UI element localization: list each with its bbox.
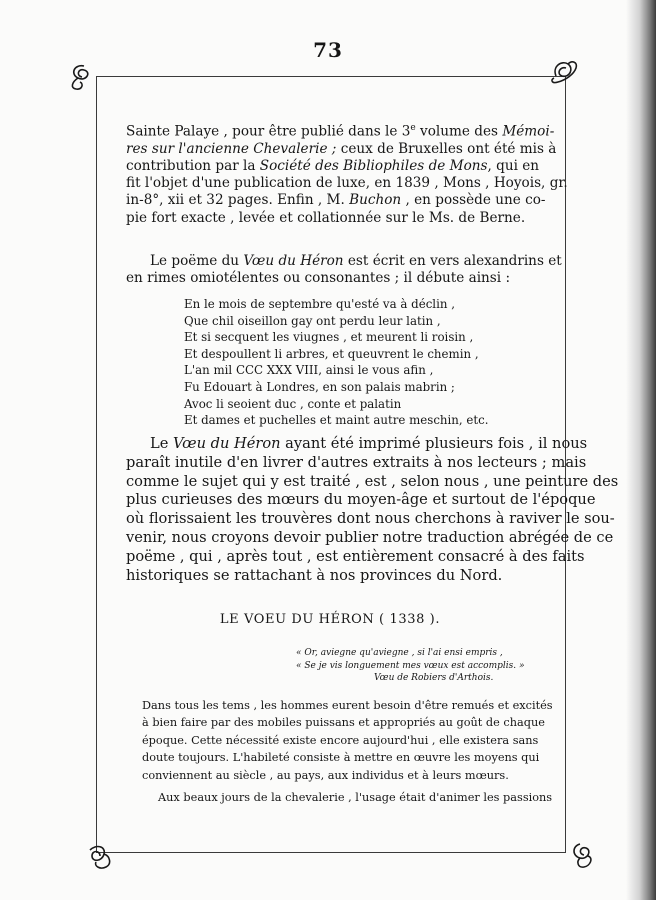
text-line: venir, nous croyons devoir publier notre traduction abrégée de ce bbox=[126, 528, 614, 546]
verse-quotation bbox=[184, 296, 504, 429]
text-line: Sainte Palaye , pour être publié dans le 3e volume des Mémoi- bbox=[126, 123, 555, 140]
text-line: in-8°, xii et 32 pages. Enfin , M. Buchon , en possède une co- bbox=[126, 192, 546, 209]
paragraph-voeu-du-heron bbox=[126, 435, 619, 585]
text-line: fit l'objet d'une publication de luxe, en 1839 , Mons , Hoyois, gr. bbox=[126, 175, 568, 192]
verse-line: Et dames et puchelles et maint autre meschin, etc. bbox=[184, 413, 489, 428]
text-line: en rimes omiotélentes ou consonantes ; il débute ainsi : bbox=[126, 270, 511, 287]
verse-line: Avoc li seoient duc , conte et palatin bbox=[184, 396, 402, 411]
epigraph-author: Vœu de Robiers d'Arthois. bbox=[374, 673, 494, 683]
text-line: poëme , qui , après tout , est entièrement consacré à des faits bbox=[126, 547, 585, 565]
verse-line: Et si secquent les viugnes , et meurent li roisin , bbox=[184, 330, 474, 345]
text-line: comme le sujet qui y est traité , est , selon nous , une peinture des bbox=[126, 472, 619, 490]
epigraph bbox=[296, 647, 526, 685]
text-line: où florissaient les trouvères dont nous cherchons à raviver le sou- bbox=[126, 510, 615, 528]
text-line: contribution par la Société des Bibliophiles de Mons, qui en bbox=[126, 157, 540, 174]
paragraph-sainte-palaye bbox=[126, 120, 568, 227]
corner-flourish-icon bbox=[66, 62, 100, 92]
text-line: époque. Cette nécessité existe encore aujourd'hui , elle existera sans bbox=[142, 733, 539, 747]
verse-line: Fu Edouart à Londres, en son palais mabrin ; bbox=[184, 379, 455, 394]
text-line: Le Vœu du Héron ayant été imprimé plusieurs fois , il nous bbox=[150, 435, 588, 452]
verse-line: Et despoullent li arbres, et queuvrent le chemin , bbox=[184, 346, 479, 361]
paragraph-poem-intro bbox=[126, 253, 562, 287]
epigraph-line: « Se je vis longuement mes vœux est accomplis. » bbox=[296, 660, 525, 671]
text-line: conviennent au siècle , au pays, aux individus et à leurs mœurs. bbox=[142, 768, 509, 782]
page-number: 73 bbox=[313, 38, 343, 62]
text-line: Aux beaux jours de la chevalerie , l'usage était d'animer les passions bbox=[158, 791, 553, 804]
paragraph-chevalerie bbox=[142, 789, 553, 806]
text-line: plus curieuses des mœurs du moyen-âge et surtout de l'époque bbox=[126, 491, 596, 509]
verse-line: L'an mil CCC XXX VIII, ainsi le vous afin , bbox=[184, 363, 434, 378]
text-line: Dans tous les tems , les hommes eurent besoin d'être remués et excités bbox=[142, 699, 553, 712]
text-line: historiques se rattachant à nos provinces du Nord. bbox=[126, 566, 503, 584]
corner-flourish-icon bbox=[82, 840, 116, 870]
section-heading: LE VOEU DU HÉRON ( 1338 ). bbox=[219, 612, 441, 627]
epigraph-line: « Or, aviegne qu'aviegne , si l'ai ensi empris , bbox=[296, 648, 503, 658]
text-line: res sur l'ancienne Chevalerie ; ceux de Bruxelles ont été mis à bbox=[126, 140, 557, 157]
verse-line: En le mois de septembre qu'esté va à déclin , bbox=[184, 297, 455, 311]
page-edge-shadow bbox=[626, 0, 656, 900]
corner-flourish-icon bbox=[566, 840, 600, 870]
text-line: pie fort exacte , levée et collationnée sur le Ms. de Berne. bbox=[126, 209, 526, 226]
paragraph-dans-tous-les-tems bbox=[142, 697, 553, 784]
text-line: paraît inutile d'en livrer d'autres extraits à nos lecteurs ; mais bbox=[126, 453, 587, 471]
text-line: Le poëme du Vœu du Héron est écrit en vers alexandrins et bbox=[150, 253, 562, 269]
text-line: à bien faire par des mobiles puissans et appropriés au goût de chaque bbox=[142, 716, 545, 730]
text-line: doute toujours. L'habileté consiste à mettre en œuvre les moyens qui bbox=[142, 751, 540, 765]
corner-flourish-icon bbox=[546, 56, 580, 86]
verse-line: Que chil oiseillon gay ont perdu leur latin , bbox=[184, 313, 441, 328]
